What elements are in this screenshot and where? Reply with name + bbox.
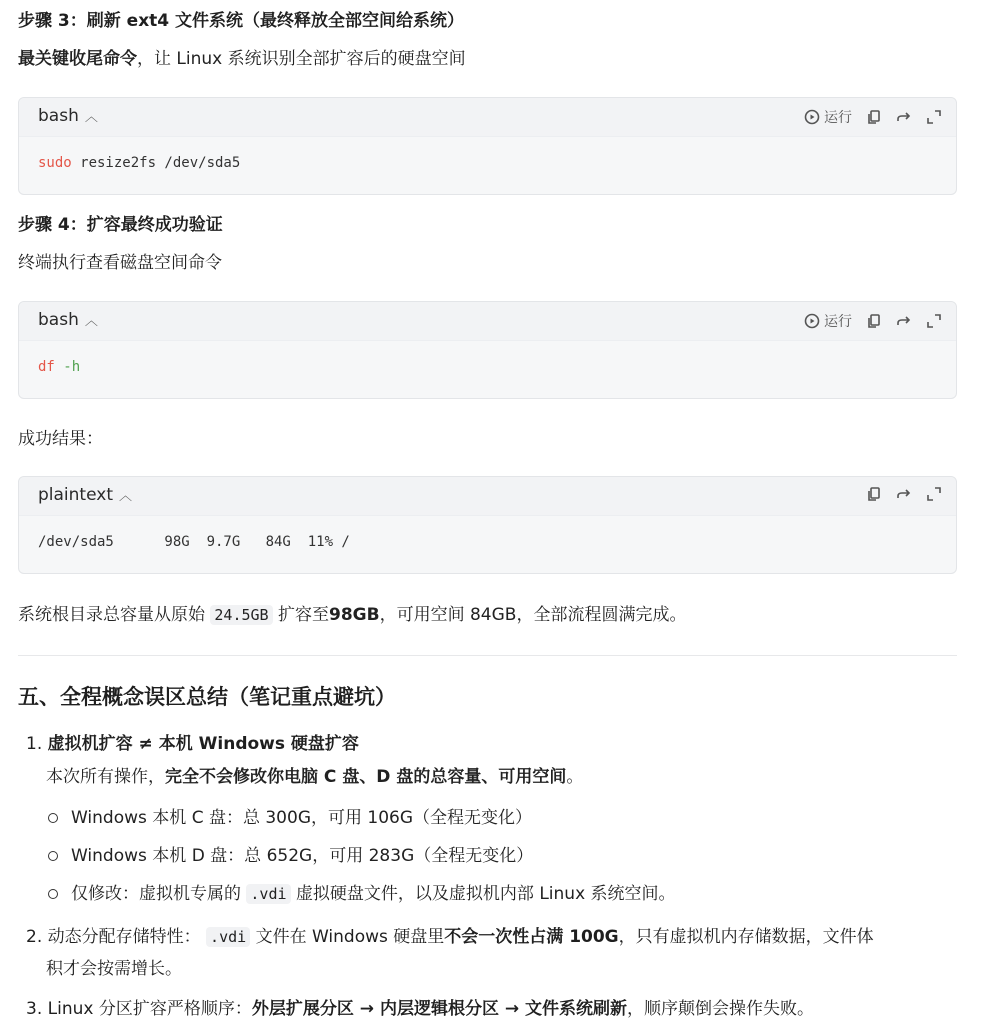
copy-button[interactable] [866,486,882,502]
expand-button[interactable] [926,313,942,329]
share-button[interactable] [896,486,912,502]
step4-description: 终端执行查看磁盘空间命令 [18,253,222,273]
code-content: sudo resize2fs /dev/sda5 [38,155,241,171]
play-circle-icon [804,109,820,125]
share-button[interactable] [896,109,912,125]
expand-button[interactable] [926,109,942,125]
forward-arrow-icon [896,313,912,329]
divider [18,655,957,656]
bullet-icon [48,813,58,823]
copy-button[interactable] [866,313,882,329]
step3-title: 步骤 3：刷新 ext4 文件系统（最终释放全部空间给系统） [18,11,465,31]
code-content: df -h [38,359,81,375]
result-label: 成功结果： [18,429,103,449]
expand-icon [926,109,942,125]
forward-arrow-icon [896,109,912,125]
step3-description: 最关键收尾命令，让 Linux 系统识别全部扩容后的硬盘空间 [18,49,466,69]
list-item-2: 2. 动态分配存储特性： .vdi 文件在 Windows 硬盘里不会一次性占满 100G，只有虚拟机内存储数据，文件体 [26,927,874,947]
chevron-up-icon: ︿ [118,489,132,504]
list-item-3: 3. Linux 分区扩容严格顺序：外层扩展分区 → 内层逻辑根分区 → 文件系统刷新，顺序颠倒会操作失败。 [26,999,815,1019]
code-block-output [18,476,957,574]
copy-icon [866,313,882,329]
run-button[interactable]: 运行 [804,311,852,331]
code-lang-toggle[interactable]: bash ︿ [38,106,98,126]
forward-arrow-icon [896,486,912,502]
list-item-1-bullet-3: 仅修改：虚拟机专属的 .vdi 虚拟硬盘文件，以及虚拟机内部 Linux 系统空间。 [71,884,676,904]
code-block-header [19,302,956,341]
run-button[interactable]: 运行 [804,107,852,127]
code-block-resize2fs [18,97,957,195]
step4-title: 步骤 4：扩容最终成功验证 [18,215,223,235]
copy-icon [866,109,882,125]
list-item-1-bullet-2: Windows 本机 D 盘：总 652G，可用 283G（全程无变化） [71,846,534,866]
list-item-1-bullet-1: Windows 本机 C 盘：总 300G，可用 106G（全程无变化） [71,808,533,828]
chevron-up-icon: ︿ [84,110,98,125]
chevron-up-icon: ︿ [84,314,98,329]
list-item-1-description: 本次所有操作，完全不会修改你电脑 C 盘、D 盘的总容量、可用空间。 [46,767,584,787]
copy-icon [866,486,882,502]
bullet-icon [48,851,58,861]
expand-icon [926,486,942,502]
code-block-df [18,301,957,399]
code-block-header [19,98,956,137]
share-button[interactable] [896,313,912,329]
code-lang-toggle[interactable]: plaintext ︿ [38,485,132,505]
expand-button[interactable] [926,486,942,502]
copy-button[interactable] [866,109,882,125]
expand-icon [926,313,942,329]
section5-title: 五、全程概念误区总结（笔记重点避坑） [18,685,396,709]
bullet-icon [48,889,58,899]
list-item-1-title: 1. 虚拟机扩容 ≠ 本机 Windows 硬盘扩容 [26,734,359,754]
play-circle-icon [804,313,820,329]
code-block-header [19,477,956,516]
code-lang-toggle[interactable]: bash ︿ [38,310,98,330]
list-item-2-line2: 积才会按需增长。 [46,959,182,979]
summary-text: 系统根目录总容量从原始 24.5GB 扩容至98GB，可用空间 84GB，全部流程圆满完成。 [18,605,687,625]
code-content: /dev/sda5 98G 9.7G 84G 11% / [38,534,350,550]
